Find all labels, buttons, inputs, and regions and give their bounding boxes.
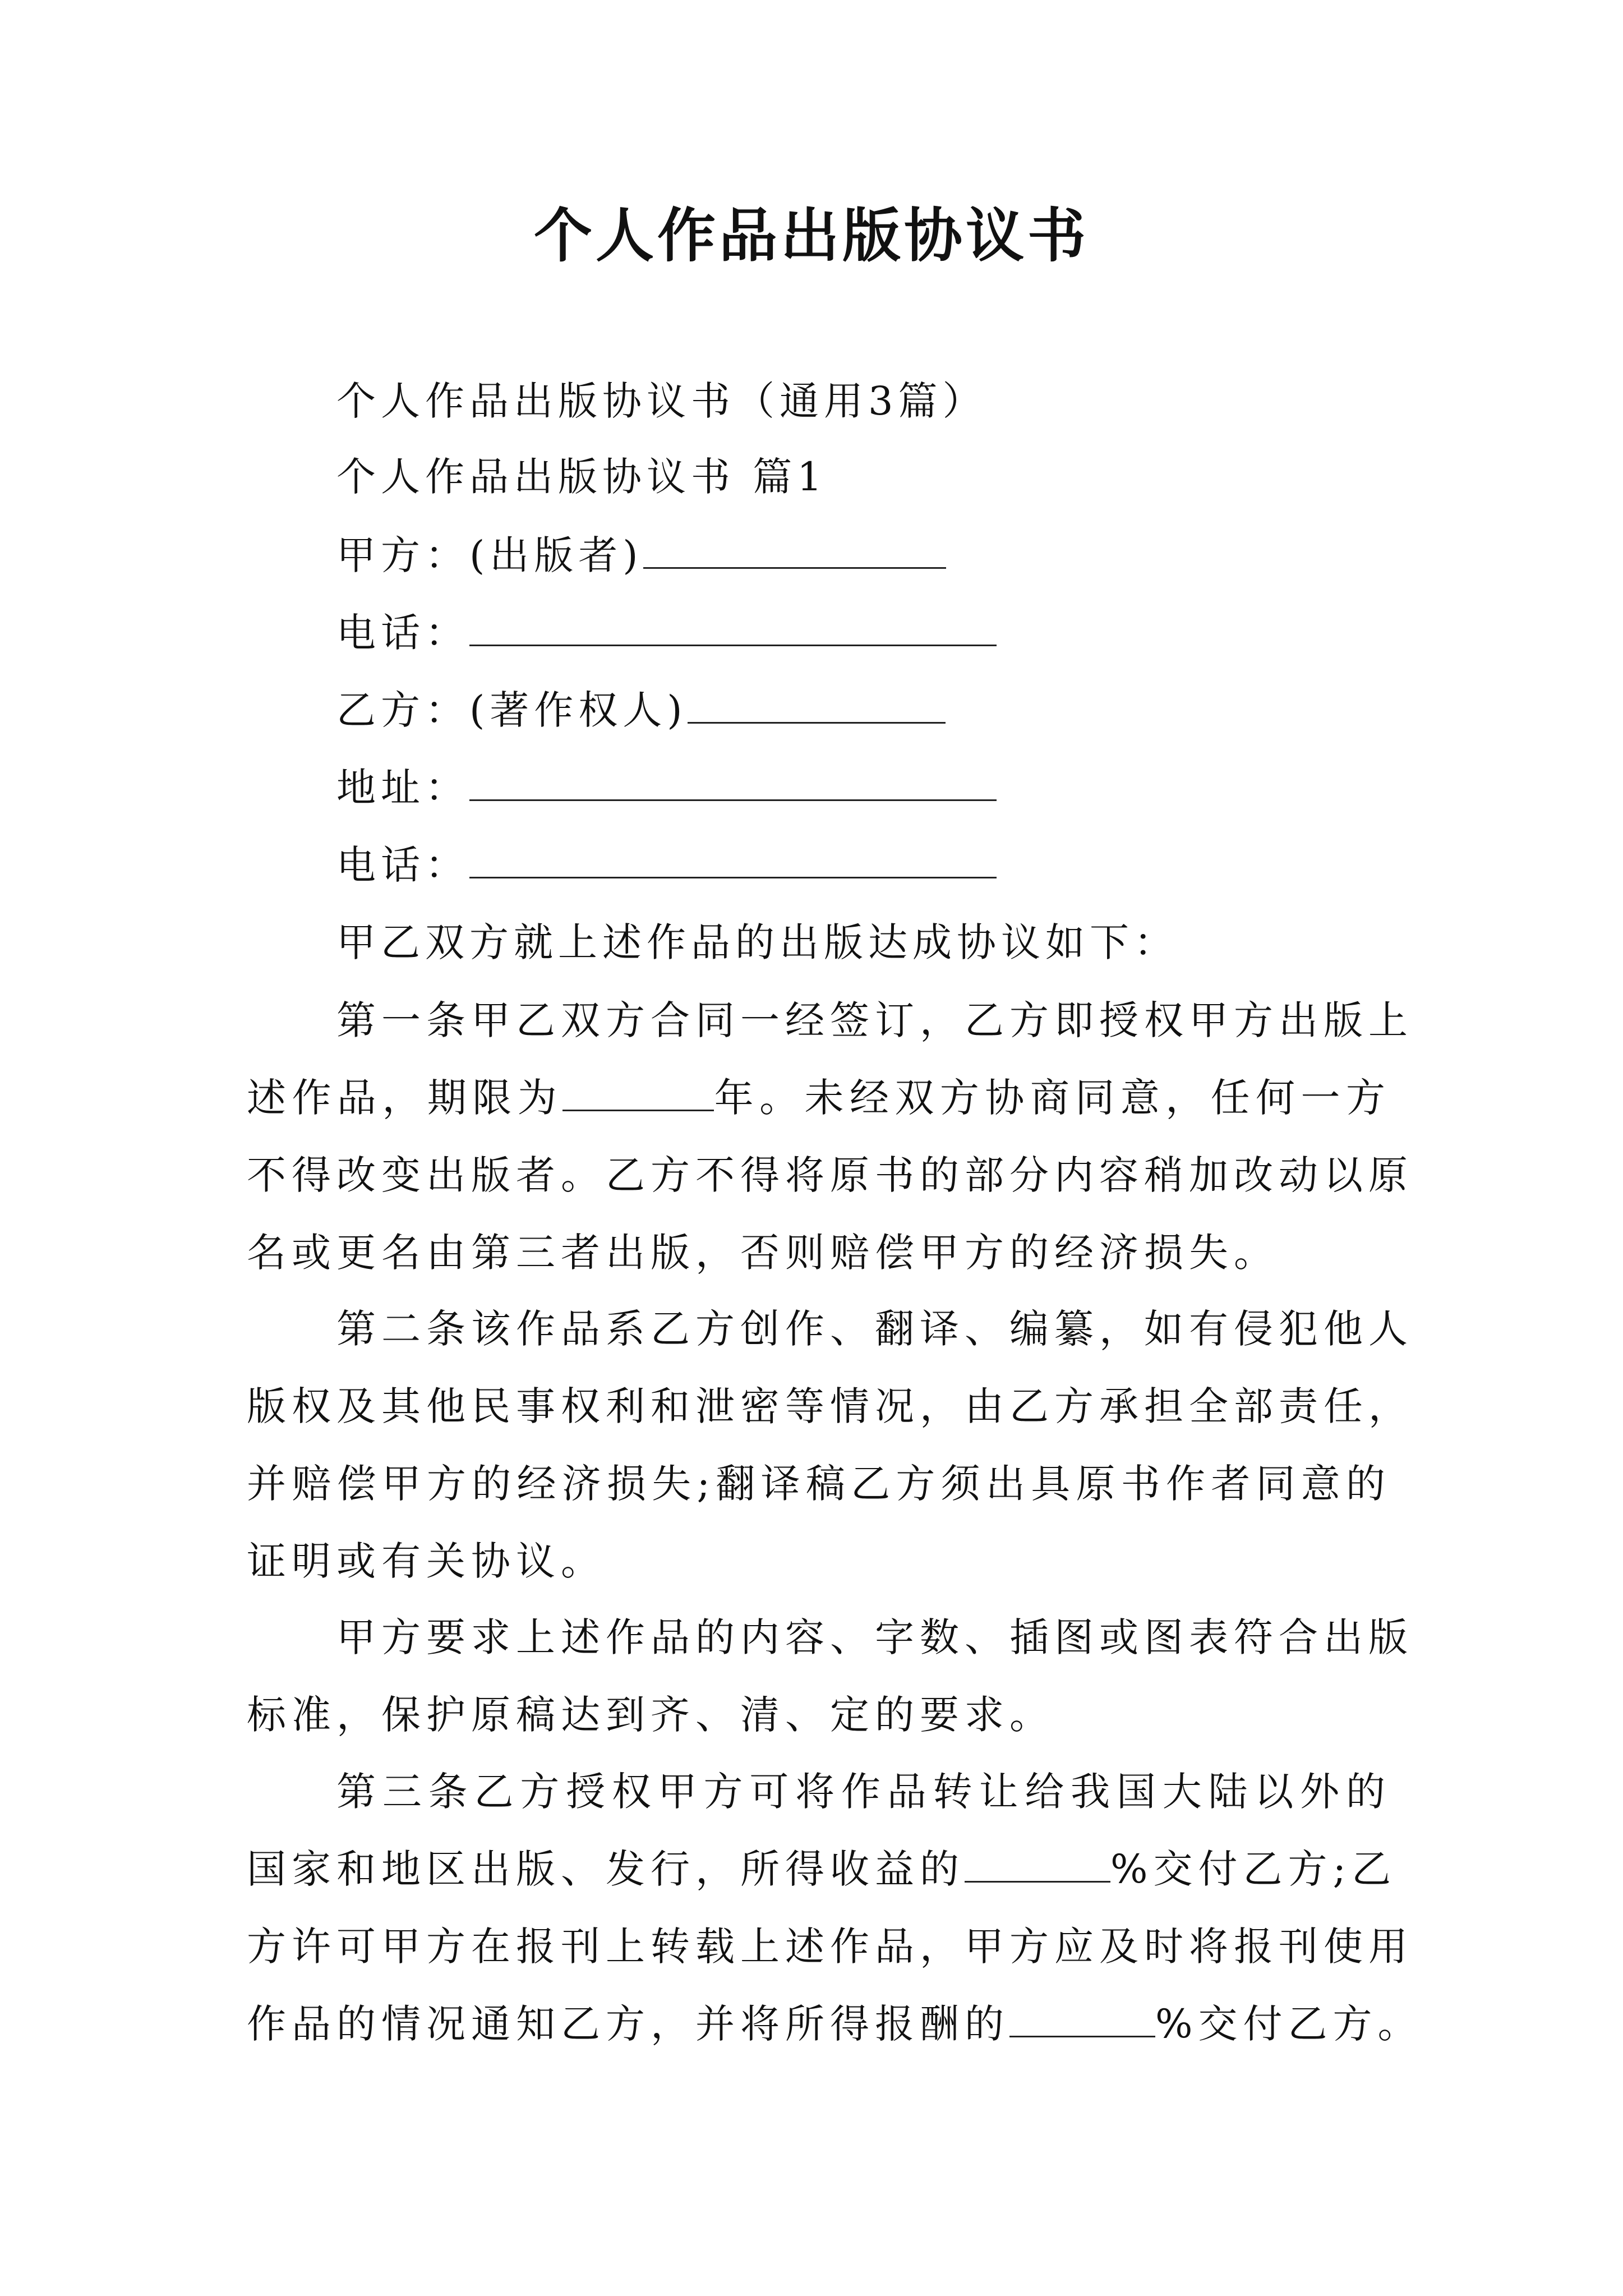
party-b-field (336, 682, 946, 738)
article-1-line-2-part-a: 述作品，期限为 (247, 1075, 563, 1121)
phone-1-blank (469, 610, 997, 646)
section-heading (336, 449, 827, 505)
phone-1-label: 电话： (336, 610, 469, 656)
intro-line (336, 914, 1178, 970)
article-3 (247, 1753, 1423, 2063)
party-a-blank (643, 532, 946, 569)
term-years-blank (562, 1075, 714, 1111)
article-3-line-4-part-a: 作品的情况通知乙方，并将所得报酬的 (247, 2001, 1009, 2047)
article-3-line-3: 方许可甲方在报刊上转载上述作品，甲方应及时将报刊使用 (247, 1924, 1413, 1970)
reprint-share-blank (1009, 2001, 1155, 2037)
article-2-line-4: 证明或有关协议。 (247, 1538, 606, 1584)
article-2-line-1: 第二条该作品系乙方创作、翻译、编纂，如有侵犯他人 (336, 1306, 1413, 1352)
subtitle-text: 个人作品出版协议书（通用3篇） (336, 378, 987, 424)
party-a-label: 甲方：(出版者) (336, 532, 643, 578)
party-b-label: 乙方：(著作权人) (336, 687, 688, 733)
article-1-line-4: 名或更名由第三者出版，否则赔偿甲方的经济损失。 (247, 1230, 1279, 1276)
address-blank (469, 765, 997, 801)
phone-2-label: 电话： (336, 842, 469, 888)
article-3-line-2 (247, 1830, 1397, 1908)
intro-text: 甲乙双方就上述作品的出版达成协议如下： (336, 919, 1178, 965)
address-label: 地址： (336, 765, 469, 811)
article-1-line-2 (247, 1059, 1391, 1137)
phone-field-2 (336, 837, 997, 893)
article-1-line-1: 第一条甲乙双方合同一经签订，乙方即授权甲方出版上 (336, 997, 1413, 1043)
article-3-line-4 (247, 1985, 1423, 2063)
article-3-line-1: 第三条乙方授权甲方可将作品转让给我国大陆以外的 (336, 1769, 1391, 1815)
document-title: 个人作品出版协议书 (533, 201, 1089, 270)
article-2 (247, 1290, 1413, 1600)
requirements-line-1: 甲方要求上述作品的内容、字数、插图或图表符合出版 (336, 1614, 1413, 1660)
overseas-share-blank (965, 1846, 1110, 1883)
phone-field-1 (336, 605, 997, 661)
article-2-line-3: 并赔偿甲方的经济损失;翻译稿乙方须出具原书作者同意的 (247, 1461, 1391, 1507)
article-1-line-3: 不得改变出版者。乙方不得将原书的部分内容稍加改动以原 (247, 1152, 1413, 1198)
article-2-requirements (247, 1599, 1413, 1754)
article-1-line-2-part-b: 年。未经双方协商同意，任何一方 (714, 1075, 1391, 1121)
document-subtitle (336, 373, 987, 429)
article-3-line-2-part-a: 国家和地区出版、发行，所得收益的 (247, 1846, 965, 1892)
party-b-blank (688, 687, 946, 724)
article-2-line-2: 版权及其他民事权利和泄密等情况，由乙方承担全部责任， (247, 1383, 1413, 1429)
article-3-line-2-part-b: %交付乙方;乙 (1110, 1846, 1397, 1892)
article-3-line-4-part-b: %交付乙方。 (1155, 2001, 1423, 2047)
party-a-field (336, 527, 946, 583)
requirements-line-2: 标准，保护原稿达到齐、清、定的要求。 (247, 1692, 1054, 1738)
phone-2-blank (469, 842, 997, 878)
section-heading-text: 个人作品出版协议书 篇1 (336, 454, 827, 500)
address-field (336, 760, 997, 816)
article-1 (247, 982, 1413, 1291)
